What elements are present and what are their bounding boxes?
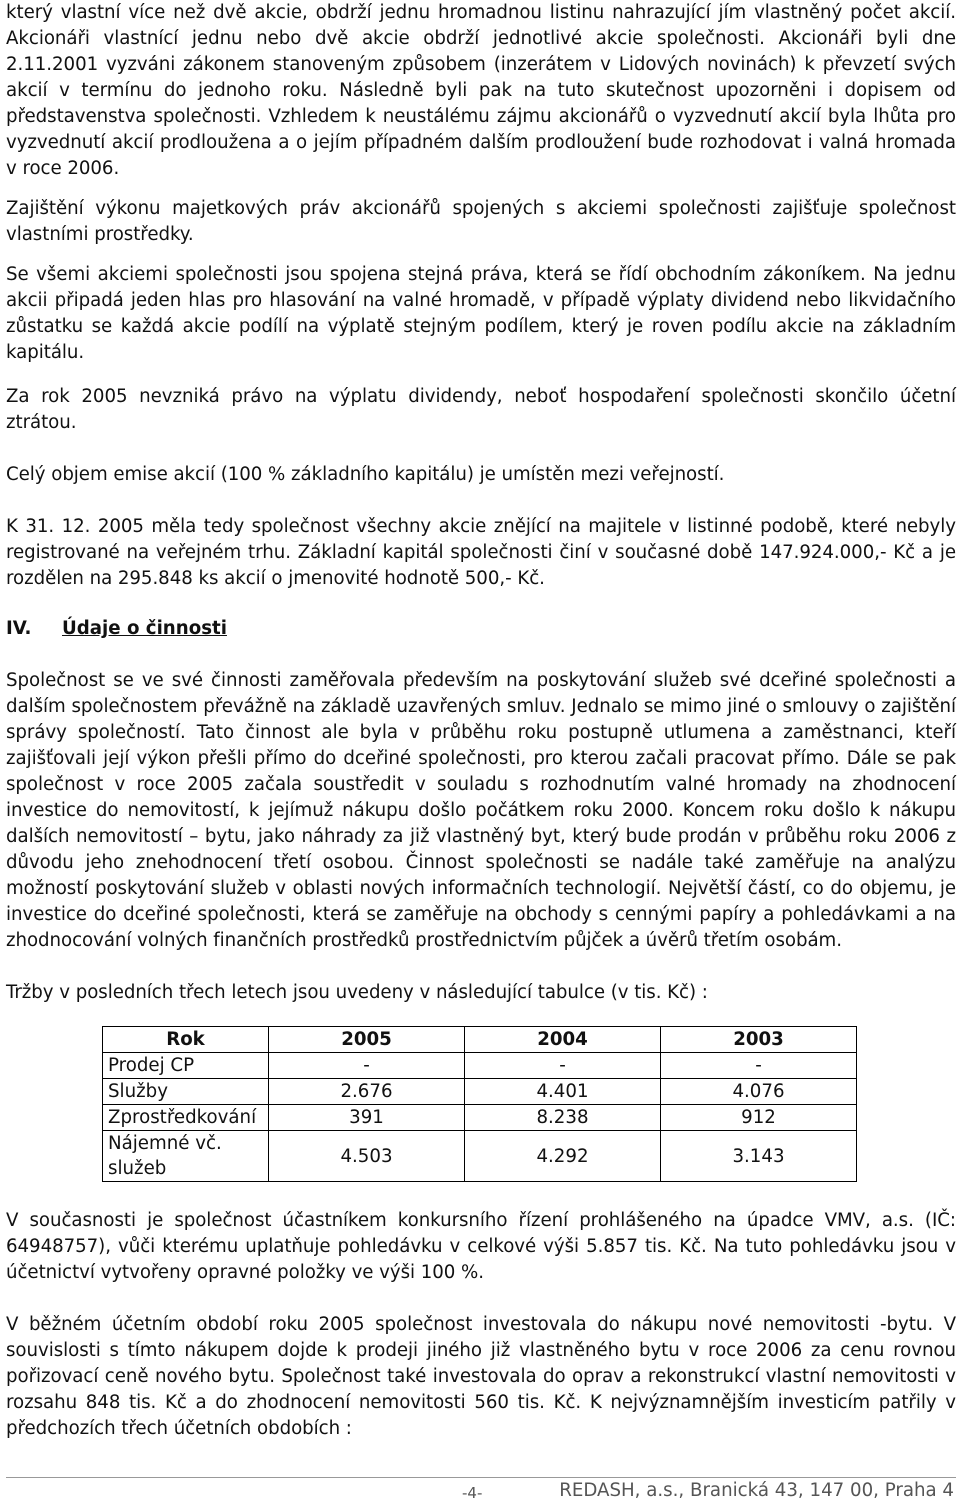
paragraph-shareholder-rights-assurance: Zajištění výkonu majetkových práv akcionářů spojených s akciemi společnosti zajišťuje společnost vlastními prostředky.: [6, 198, 956, 245]
table-cell-label: Služby: [103, 1079, 269, 1105]
paragraph-revenue-intro: Tržby v posledních třech letech jsou uvedeny v následující tabulce (v tis. Kč) :: [6, 982, 708, 1003]
table-row: [103, 1105, 857, 1131]
paragraph-bankruptcy-claim: V současnosti je společnost účastníkem konkursního řízení prohlášeného na úpadce VMV, a.s. (IČ: 64948757), vůči kterému uplatňuje pohledávku v celkové výši 5.857 tis. Kč. Na tuto pohledávku jsou v účetnictví vytvořeny opravné položky ve výši 100 %.: [6, 1210, 956, 1283]
table-header-row: [103, 1027, 857, 1053]
table-header-cell: 2005: [269, 1027, 465, 1053]
table-cell: 4.401: [465, 1079, 661, 1105]
table-row: [103, 1131, 857, 1182]
table-row: [103, 1079, 857, 1105]
paragraph-activity: Společnost se ve své činnosti zaměřovala především na poskytování služeb své dceřiné společnosti a dalším společnostem převážně na základě uzavřených smluv. Jednalo se mimo jiné o smlouvy o zajištění správy společností. Tato činnost ale byla v průběhu roku postupně utlumena a zaměstnanci, kteří zajišťovali její výkon přešli přímo do dceřiné společnosti, pro kterou začali pracovat přímo. Dále se pak společnost v roce 2005 začala soustředit v souladu s rozhodnutím valné hromady na zhodnocení investice do nemovitostí, k jejímuž nákupu došlo počátkem roku 2000. Koncem roku došlo k nákupu dalších nemovitostí – bytu, jako náhrady za již vlastněný byt, který bude prodán v průběhu roku 2006 z důvodu jeho znehodnocení třetí osobou. Činnost společnosti se nadále také zaměřuje na analýzu možností poskytování služeb v oblasti nových informačních technologií. Největší částí, co do objemu, je investice do dceřiné společnosti, která se zaměřuje na obchody s cennými papíry a pohledávkami a na zhodnocování volných finančních prostředků prostřednictvím půjček a úvěrů třetím osobám.: [6, 670, 956, 951]
section-heading: [6, 616, 956, 642]
paragraph-issue-volume: Celý objem emise akcií (100 % základního kapitálu) je umístěn mezi veřejností.: [6, 464, 725, 485]
table-header-cell: 2003: [661, 1027, 857, 1053]
section-title: Údaje o činnosti: [62, 618, 227, 639]
revenue-table: [102, 1026, 857, 1182]
table-cell: 4.076: [661, 1079, 857, 1105]
table-cell: -: [269, 1053, 465, 1079]
footer-page-number: -4-: [462, 1484, 483, 1502]
table-cell: 8.238: [465, 1105, 661, 1131]
table-cell: 391: [269, 1105, 465, 1131]
table-cell: 4.292: [465, 1131, 661, 1182]
table-cell: 4.503: [269, 1131, 465, 1182]
footer-divider: [6, 1477, 956, 1478]
paragraph-dividend: Za rok 2005 nevzniká právo na výplatu dividendy, neboť hospodaření společnosti skončilo účetní ztrátou.: [6, 386, 956, 433]
footer-company: REDASH, a.s., Branická 43, 147 00, Praha 4: [559, 1480, 954, 1501]
table-cell: 912: [661, 1105, 857, 1131]
table-cell-label: Prodej CP: [103, 1053, 269, 1079]
table-header-cell: 2004: [465, 1027, 661, 1053]
table-cell: -: [465, 1053, 661, 1079]
paragraph-share-capital: K 31. 12. 2005 měla tedy společnost všechny akcie znějící na majitele v listinné podobě, které nebyly registrované na veřejném trhu. Základní kapitál společnosti činí v současné době 147.924.000,- Kč a je rozdělen na 295.848 ks akcií o jmenovité hodnotě 500,- Kč.: [6, 516, 956, 589]
section-number: IV.: [6, 618, 32, 639]
document-page: [6, 0, 956, 1442]
table-cell-label: Nájemné vč. služeb: [103, 1131, 269, 1182]
paragraph-investments: V běžném účetním období roku 2005 společnost investovala do nákupu nové nemovitosti -bytu. V souvislosti s tímto nákupem dojde k prodeji jiného již vlastněného bytu v roce 2006 za cenu rovnou pořizovací ceně nového bytu. Společnost také investovala do oprav a rekonstrukcí vlastní nemovitosti v rozsahu 848 tis. Kč a do zhodnocení nemovitosti 560 tis. Kč. K nejvýznamnějším investicím patřily v předchozích třech účetních obdobích :: [6, 1314, 956, 1439]
table-cell: -: [661, 1053, 857, 1079]
paragraph-shares-distribution: který vlastní více než dvě akcie, obdrží jednu hromadnou listinu nahrazující jím vlastněný počet akcií. Akcionáři vlastnící jednu nebo dvě akcie obdrží jednotlivé akcie společnosti. Akcionáři byli dne 2.11.2001 vyzváni zákonem stanoveným způsobem (inzerátem v Lidových novinách) k převzetí svých akcií v termínu do jednoho roku. Následně byli pak na tuto skutečnost upozorněni i dopisem od představenstva společnosti. Vzhledem k neustálému zájmu akcionářů o vyzvednutí akcií byla lhůta pro vyzvednutí akcií prodloužena a o jejím případném dalším prodloužení bude rozhodovat i valná hromada v roce 2006.: [6, 2, 956, 179]
table-header-cell: Rok: [103, 1027, 269, 1053]
table-cell-label: Zprostředkování: [103, 1105, 269, 1131]
paragraph-share-rights: Se všemi akciemi společnosti jsou spojena stejná práva, která se řídí obchodním zákoníkem. Na jednu akcii připadá jeden hlas pro hlasování na valné hromadě, v případě výplaty dividend nebo likvidačního zůstatku se každá akcie podílí na výplatě stejným podílem, který je roven podílu akcie na základním kapitálu.: [6, 264, 956, 363]
table-cell: 2.676: [269, 1079, 465, 1105]
table-row: [103, 1053, 857, 1079]
table-cell: 3.143: [661, 1131, 857, 1182]
